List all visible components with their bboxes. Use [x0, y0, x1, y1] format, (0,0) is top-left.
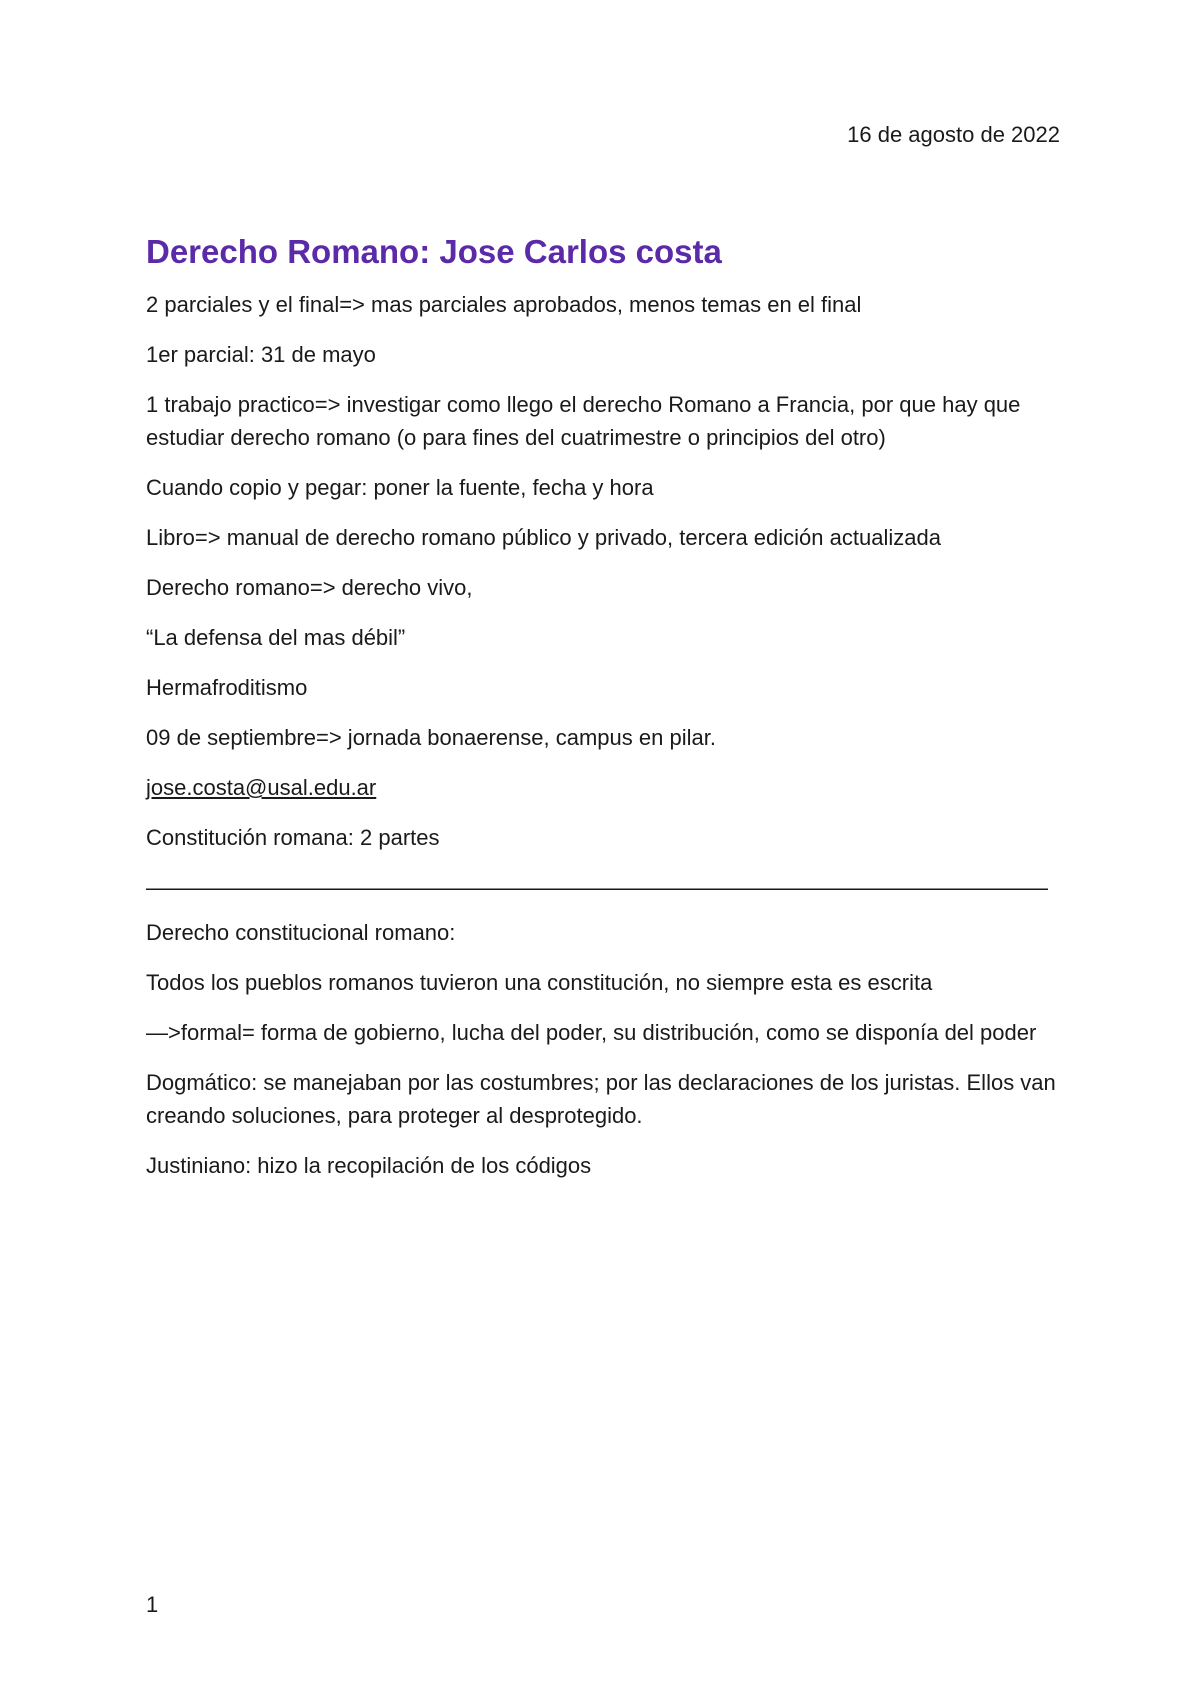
paragraph-derecho-vivo: Derecho romano=> derecho vivo,: [146, 575, 473, 600]
document-body: [146, 230, 1066, 1199]
section-divider: —————————————————————————————————————————————: [146, 875, 1046, 900]
paragraph-quote: “La defensa del mas débil”: [146, 625, 406, 650]
paragraph-derecho-constitucional: Derecho constitucional romano:: [146, 920, 456, 945]
paragraph-dogmatico: Dogmático: se manejaban por las costumbres; por las declaraciones de los juristas. Ellos van creando soluciones, para proteger al desprotegido.: [146, 1070, 1056, 1128]
email-link[interactable]: jose.costa@usal.edu.ar: [146, 775, 377, 800]
paragraph-hermafroditismo: Hermafroditismo: [146, 675, 308, 700]
paragraph-justiniano: Justiniano: hizo la recopilación de los códigos: [146, 1153, 592, 1178]
paragraph-formal: —>formal= forma de gobierno, lucha del poder, su distribución, como se disponía del poder: [146, 1020, 1037, 1045]
page-number: 1: [146, 1592, 159, 1617]
paragraph-copiar-pegar: Cuando copio y pegar: poner la fuente, fecha y hora: [146, 475, 654, 500]
paragraph-primer-parcial: 1er parcial: 31 de mayo: [146, 342, 376, 367]
paragraph-libro: Libro=> manual de derecho romano público y privado, tercera edición actualizada: [146, 525, 941, 550]
paragraph-constitucion: Constitución romana: 2 partes: [146, 825, 440, 850]
document-title: Derecho Romano: Jose Carlos costa: [146, 233, 722, 270]
paragraph-pueblos-romanos: Todos los pueblos romanos tuvieron una constitución, no siempre esta es escrita: [146, 970, 933, 995]
paragraph-parciales: 2 parciales y el final=> mas parciales aprobados, menos temas en el final: [146, 292, 862, 317]
paragraph-trabajo-practico: 1 trabajo practico=> investigar como llego el derecho Romano a Francia, por que hay que estudiar derecho romano (o para fines del cuatrimestre o principios del otro): [146, 392, 1021, 450]
document-date: 16 de agosto de 2022: [847, 122, 1060, 147]
paragraph-jornada: 09 de septiembre=> jornada bonaerense, campus en pilar.: [146, 725, 716, 750]
